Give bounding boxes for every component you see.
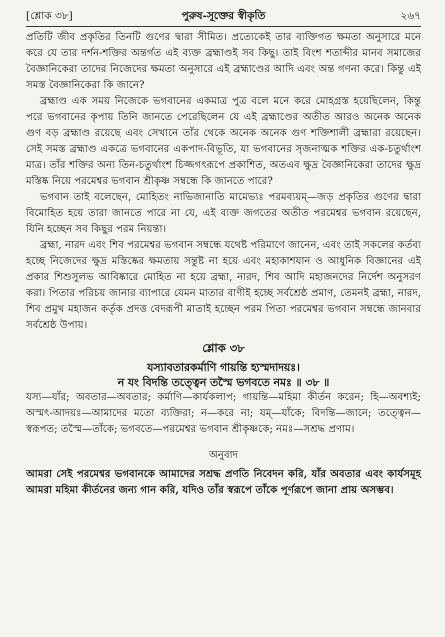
purport-paragraph: ব্রহ্মাণ্ড এক সময় নিজেকে ভগবানের একমাত্র পুত্র বলে মনে করে মোহগ্রস্ত হয়েছিলেন, কিন্তু পরে ভগবানের কৃপায় তিনি জানতে পেরেছিলেন যে এই ব্রহ্মাণ্ডের অতীত আরও অনেক অনেক গুণ বড় ব্রহ্মাণ্ড রয়েছে এবং সেখানে তাঁর থেকে অনেক অনেক গুণ শক্তিশালী ব্রহ্মারা রয়েছেন। সেই সমস্ত ব্রহ্মাণ্ড একত্রে ভগবানের একপাদ-বিভূতি, যা ভগবানের সৃজনাত্মক শক্তির এক-চতুর্থাংশ মাত্র। তাঁর শক্তির অন্য তিন-চতুর্থাংশ চিজ্জগৎরূপে প্রকাশিত, অতএব ক্ষুদ্র বৈজ্ঞানিকেরা তাদের ক্ষুদ্র মস্তিষ্ক নিয়ে পরমেশ্বর ভগবান শ্রীকৃষ্ণ সম্বন্ধে কি জানতে পারে? [26,96,421,187]
purport-paragraph: ভগবান তাই বলেছেন, মোহিতং নাভিজানাতি মামেভ্যঃ পরমব্যয়ম্—জড় প্রকৃতির গুণের দ্বারা বিমোহিত হয়ে তারা জানতে পারে না যে, এই ব্যক্ত জগতের অতীত পরমেশ্বর ভগবান রয়েছেন, যিনি হচ্ছেন সব কিছুর পরম নিয়ন্তা। [26,192,421,235]
verse-line-2: ন যং বিদন্তি তত্ত্বেন তস্মৈ ভগবতে নমঃ ॥ ৩৮ ॥ [117,376,330,389]
verse-title: শ্লোক ৩৮ [202,341,245,355]
purport-paragraph: ব্রহ্মা, নারদ এবং শিব পরমেশ্বর ভগবান সম্বন্ধে যথেষ্ট পরিমাণে জানেন, এবং তাই সকলের কর্তব্য হচ্ছে নিজেদের ক্ষুদ্র মস্তিষ্কের ক্ষমতায় সন্তুষ্ট না হয়ে এবং মহাকাশযান ও আধুনিক বিজ্ঞানের এই প্রকার শিশুসুলভ আবিষ্কারে মোহিত না হয়ে ব্রহ্মা, নারদ, শিব আদি মহাজনদের নির্দেশ অনুসরণ করা। পিতার পরিচয় জানার ব্যাপারে যেমন মাতার বাণীই হচ্ছে সর্বশ্রেষ্ঠ প্রমাণ, তেমনই ব্রহ্মা, নারদ, শিব প্রমুখ মহাজন কর্তৃক প্রদত্ত বেদরূপী মাতাই হচ্ছেন পরম পিতা পরমেশ্বর ভগবান সম্বন্ধে জানবার সর্বশ্রেষ্ঠ উপায়। [26,240,421,331]
verse-line-1: যস্যাবতারকর্মাণি গায়ন্তি হ্যস্মদাদয়ঃ। [147,361,300,374]
page-number: ২৬৭ [400,10,421,22]
translation-heading: অনুবাদ [209,450,238,461]
header-rule [26,26,421,27]
verse-reference: [শ্লোক ৩৮] [26,10,73,22]
running-title: পুরুষ-সূক্তের স্বীকৃতি [181,10,266,22]
purport-paragraph: প্রতিটি জীব প্রকৃতির তিনটি গুণের দ্বারা সীমিত। প্রত্যেকেই তার ব্যক্তিগত ক্ষমতা অনুসারে মনে করে যে তার দর্শন-শক্তির অন্তর্গত এই ব্যক্ত ব্রহ্মাণ্ডই সব কিছু। তাই বিংশ শতাব্দীর মানব সমাজের বৈজ্ঞানিকেরা তাদের নিজেদের ক্ষমতা অনুসারে এই ব্রহ্মাণ্ডের আদি এবং অন্ত গণনা করে। কিন্তু এই সমস্ত বৈজ্ঞানিকেরা কি জানে? [26,32,421,91]
synonyms: যস্য—যাঁর; অবতার—অবতার; কর্মাণি—কার্যকলাপ; গায়ন্তি—মহিমা কীর্তন করেন; হি—অবশ্যই; অস্মৎ-আদয়ঃ—আমাদের মতো ব্যক্তিরা; ন—করে না; যম্—যাঁকে; বিদন্তি—জানে; তত্ত্বেন—স্বরূপত; তস্মৈ—তাঁকে; ভগবতে—পরমেশ্বর ভগবান শ্রীকৃষ্ণকে; নমঃ—সশ্রদ্ধ প্রণাম। [26,392,421,435]
page-header [26,8,421,24]
page-body [26,30,421,498]
translation-text: আমরা সেই পরমেশ্বর ভগবানকে আমাদের সশ্রদ্ধ প্রণতি নিবেদন করি, যাঁর অবতার এবং কার্যসমূহ আমরা মহিমা কীর্তনের জন্য গান করি, যদিও তাঁর স্বরূপে তাঁকে পূর্ণরূপে জানা প্রায় অসম্ভব। [26,468,421,496]
